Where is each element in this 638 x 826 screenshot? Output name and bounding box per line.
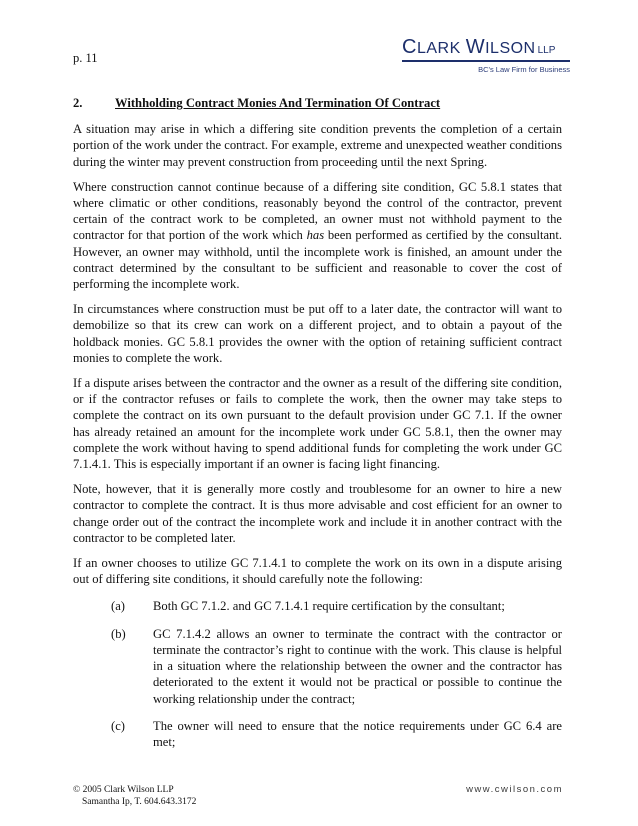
list-item <box>73 626 562 707</box>
paragraph-3: In circumstances where construction must be put off to a later date, the contractor will want to demobilize so that its crew can work on a different project, and to obtain a payout of the holdback monies. GC 5.8.1 provides the owner with the option of retaining sufficient contract monies to complete the work. <box>73 302 562 365</box>
logo-rule <box>402 60 570 62</box>
logo-text-lark: LARK <box>416 40 466 57</box>
paragraph-1: A situation may arise in which a differing site condition prevents the completion of a certain portion of the work under the contract. For example, extreme and unexpected weather conditions during the winter may prevent construction from proceeding until the next Spring. <box>73 122 562 169</box>
section-number: 2. <box>73 96 83 110</box>
logo-letter-c: C <box>402 36 417 58</box>
list-item-label: (c) <box>111 718 125 733</box>
footer-copyright: © 2005 Clark Wilson LLP <box>73 785 174 795</box>
paragraph-2-text-b: been performed as certified by the consultant. However, an owner may withhold, until the incomplete work is finished, an amount under the contract determined by the consultant to be sufficient and reasonable to cover the cost of performing the incomplete work. <box>73 228 563 292</box>
paragraph-5: Note, however, that it is generally more costly and troublesome for an owner to hire a new contractor to complete the contract. It is thus more advisable and cost efficient for an owner to change order out of the contract the incomplete work and include it in another contract with the contractor to be completed later. <box>73 482 562 545</box>
list-item <box>73 598 562 614</box>
section-heading <box>73 95 562 111</box>
logo-llp: LLP <box>537 45 556 56</box>
list-item-text: The owner will need to ensure that the notice requirements under GC 6.4 are met; <box>153 718 562 749</box>
paragraph-4: If a dispute arises between the contractor and the owner as a result of the differing site condition, or if the contractor refuses or fails to complete the work, then the owner may take steps to complete the contract on its own pursuant to the default provision under GC 7.1. If the owner has already retained an amount for the incomplete work under GC 5.8.1, then the owner may complete the work without having to spend additional funds for completing the work under GC 7.1.4.1. This is especially important if an owner is facing light financing. <box>73 376 562 472</box>
page-number: p. 11 <box>73 51 98 65</box>
clark-wilson-logo <box>402 36 572 76</box>
section-title: Withholding Contract Monies And Termination Of Contract <box>115 96 441 110</box>
list-item-text: GC 7.1.4.2 allows an owner to terminate the contract with the contractor or terminate the contractor’s right to continue with the work. This clause is helpful in a situation where the relationship between the owner and the contractor has deteriorated to the extent it would not be practical or possible to continue the working relationship under the contract; <box>153 626 562 706</box>
footer-author: Samantha Ip, T. 604.643.3172 <box>82 797 197 807</box>
conditions-list <box>73 598 562 750</box>
list-item <box>73 718 562 750</box>
paragraph-6: If an owner chooses to utilize GC 7.1.4.1 to complete the work on its own in a dispute arising out of differing site conditions, it should carefully note the following: <box>73 556 562 587</box>
paragraph-2-emphasis: has <box>306 228 325 243</box>
list-item-label: (b) <box>111 626 126 641</box>
document-body <box>73 95 562 761</box>
list-item-text: Both GC 7.1.2. and GC 7.1.4.1 require certification by the consultant; <box>153 599 505 614</box>
paragraph-2-text-a: Where construction cannot continue because of a differing site condition, GC 5.8.1 states that where climatic or other conditions, reasonably beyond the control of the contractor, prevent certain of the contract work to be completed, an owner must not withhold payment to the contractor for that portion of the work which <box>73 179 562 243</box>
logo-firm-name <box>402 36 555 62</box>
footer-copyright-block <box>73 784 196 808</box>
paragraph-2 <box>73 179 562 292</box>
logo-tagline: BC's Law Firm for Business <box>478 65 570 74</box>
logo-letter-w: W <box>465 36 486 58</box>
list-item-label: (a) <box>111 599 125 614</box>
logo-text-ilson: ILSON <box>485 40 536 57</box>
footer-website-link[interactable]: www.cwilson.com <box>466 784 563 795</box>
